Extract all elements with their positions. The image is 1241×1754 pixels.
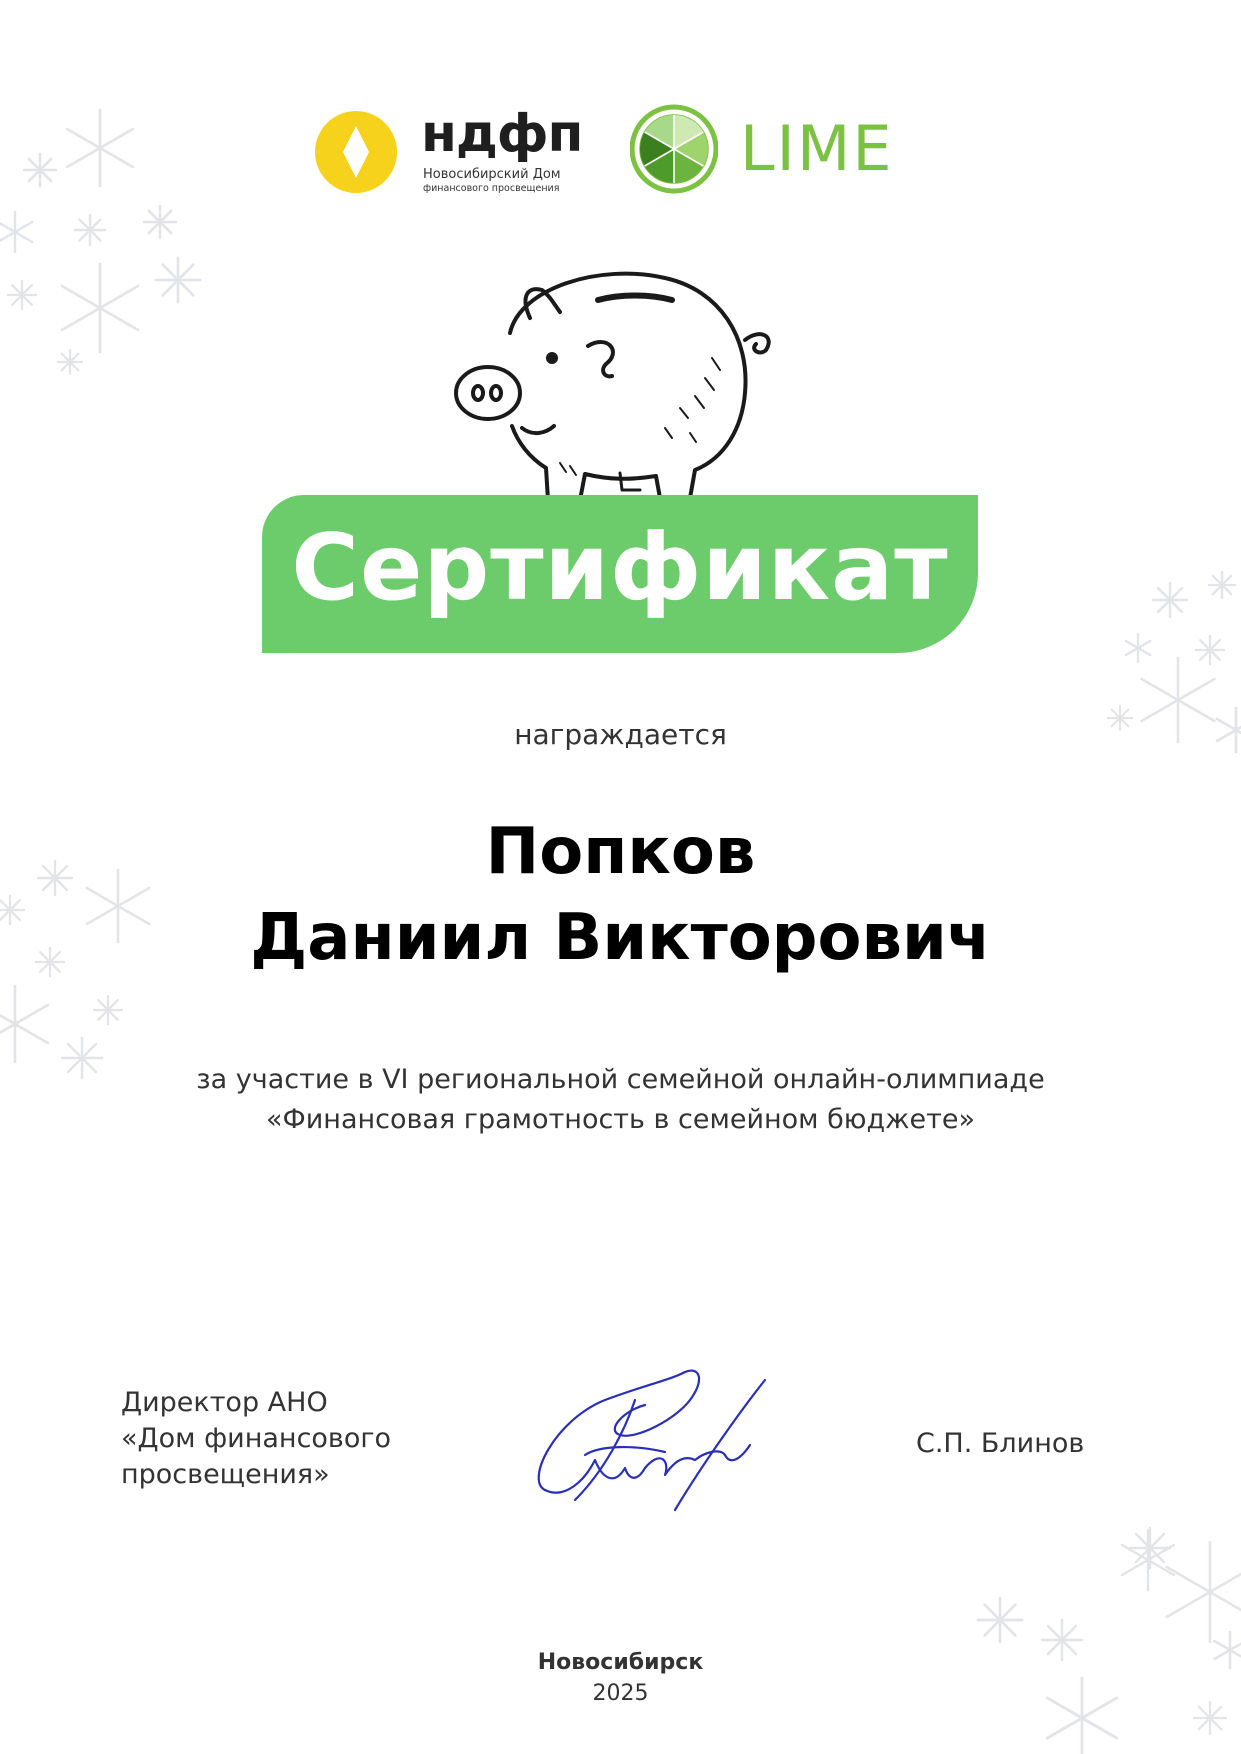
ndfp-logo-mark	[314, 110, 398, 194]
award-reason	[0, 1060, 1241, 1140]
signer-position-line2: «Дом финансового	[121, 1423, 392, 1454]
ndfp-logo-subtitle	[423, 168, 561, 196]
recipient-surname: Попков	[485, 815, 756, 889]
lime-logo-text: LIME	[740, 112, 894, 185]
recipient-given-names: Даниил Викторович	[250, 901, 991, 975]
signer-name: С.П. Блинов	[916, 1428, 1085, 1459]
lime-logo-mark	[630, 102, 718, 197]
signer-position-line3: просвещения»	[121, 1459, 330, 1490]
signer-position-line1: Директор АНО	[121, 1387, 328, 1418]
piggy-bank-icon	[450, 258, 800, 508]
issue-city: Новосибирск	[537, 1650, 704, 1675]
awarded-label: награждается	[514, 718, 727, 751]
issue-year: 2025	[592, 1681, 649, 1706]
certificate-title-banner	[262, 495, 978, 653]
award-reason-line2: «Финансовая грамотность в семейном бюджете»	[266, 1104, 975, 1135]
handwritten-signature	[525, 1360, 785, 1520]
certificate-title: Сертификат	[291, 514, 949, 621]
ndfp-logo-text: ндфп	[421, 104, 583, 164]
award-reason-line1: за участие в VI региональной семейной онлайн-олимпиаде	[196, 1064, 1045, 1095]
ndfp-subtitle-line1: Новосибирский Дом	[423, 167, 561, 182]
signer-position	[121, 1385, 391, 1493]
ndfp-subtitle-line2: финансового просвещения	[423, 183, 560, 194]
